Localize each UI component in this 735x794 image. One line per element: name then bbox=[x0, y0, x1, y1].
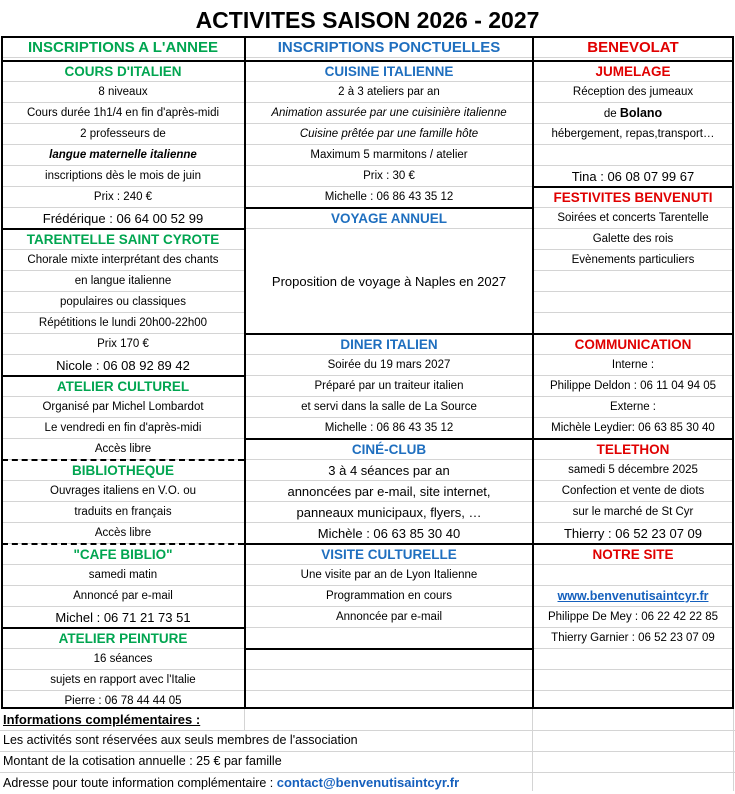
page-title: ACTIVITES SAISON 2026 - 2027 bbox=[195, 7, 540, 33]
contact-phone: Pierre : 06 78 44 44 05 bbox=[64, 695, 182, 707]
section-title: CINÉ-CLUB bbox=[246, 439, 532, 460]
info-line: Les activités sont réservées aux seuls membres de l'association bbox=[3, 733, 358, 747]
text-line: sur le marché de St Cyr bbox=[534, 502, 732, 523]
contact-phone: Michèle : 06 63 85 30 40 bbox=[246, 523, 532, 544]
text-line: Préparé par un traiteur italien bbox=[246, 376, 532, 397]
text-line: Programmation en cours bbox=[246, 586, 532, 607]
column-header: BENEVOLAT bbox=[534, 37, 732, 58]
text-line: 16 séances bbox=[2, 649, 244, 670]
column-header: INSCRIPTIONS A L'ANNEE bbox=[2, 37, 244, 58]
text-line: samedi 5 décembre 2025 bbox=[534, 460, 732, 481]
contact-email-link[interactable]: contact@benvenutisaintcyr.fr bbox=[276, 775, 460, 790]
text-line: Chorale mixte interprétant des chants bbox=[2, 250, 244, 271]
price: Prix : 240 € bbox=[2, 187, 244, 208]
section-divider bbox=[534, 543, 732, 545]
column-frame bbox=[532, 36, 734, 709]
section-title: BIBLIOTHEQUE bbox=[2, 460, 244, 481]
text-line: Soirées et concerts Tarentelle bbox=[534, 208, 732, 229]
section-divider bbox=[246, 438, 532, 440]
text-line: en langue italienne bbox=[2, 271, 244, 292]
text-line: 2 à 3 ateliers par an bbox=[246, 82, 532, 103]
text-line: Animation assurée par une cuisinière italienne bbox=[246, 103, 532, 124]
info-line: Adresse pour toute information complémentaire : bbox=[3, 776, 277, 790]
info-line: Montant de la cotisation annuelle : 25 € par famille bbox=[3, 754, 282, 768]
website-link[interactable]: www.benvenutisaintcyr.fr bbox=[557, 589, 709, 603]
section-divider bbox=[246, 333, 532, 335]
price: Prix : 30 € bbox=[246, 166, 532, 187]
section-divider bbox=[534, 333, 732, 335]
section-divider bbox=[246, 543, 532, 545]
text-line: langue maternelle italienne bbox=[2, 145, 244, 166]
text-line: inscriptions dès le mois de juin bbox=[2, 166, 244, 187]
bolano-label: Bolano bbox=[619, 106, 663, 120]
section-divider bbox=[246, 60, 532, 62]
contact-phone: Tina : 06 08 07 99 67 bbox=[534, 166, 732, 187]
column-frame bbox=[1, 36, 246, 709]
grid-line bbox=[532, 709, 533, 791]
section-title: "CAFE BIBLIO" bbox=[2, 544, 244, 565]
text-line: Répétitions le lundi 20h00-22h00 bbox=[2, 313, 244, 334]
grid-line bbox=[244, 709, 245, 730]
text-fragment: de bbox=[603, 108, 620, 120]
column-header: INSCRIPTIONS PONCTUELLES bbox=[246, 37, 532, 58]
section-title: TARENTELLE SAINT CYROTE bbox=[2, 229, 244, 250]
section-title: TELETHON bbox=[534, 439, 732, 460]
text-line: hébergement, repas,transport… bbox=[534, 124, 732, 145]
text-line: annoncées par e-mail, site internet, bbox=[246, 481, 532, 502]
text-line: Cuisine prêtée par une famille hôte bbox=[246, 124, 532, 145]
text-line: et servi dans la salle de La Source bbox=[246, 397, 532, 418]
column-frame bbox=[244, 36, 534, 709]
text-line: Ouvrages italiens en V.O. ou bbox=[2, 481, 244, 502]
section-divider bbox=[246, 207, 532, 209]
text-line: traduits en français bbox=[2, 502, 244, 523]
contact-phone: Thierry Garnier : 06 52 23 07 09 bbox=[534, 628, 732, 649]
contact-phone: Philippe De Mey : 06 22 42 22 85 bbox=[534, 607, 732, 628]
section-title: NOTRE SITE bbox=[534, 544, 732, 565]
text-line: Evènements particuliers bbox=[534, 250, 732, 271]
section-title: VISITE CULTURELLE bbox=[246, 544, 532, 565]
section-title: DINER ITALIEN bbox=[246, 334, 532, 355]
text-line: panneaux municipaux, flyers, … bbox=[246, 502, 532, 523]
text-line: Organisé par Michel Lombardot bbox=[2, 397, 244, 418]
section-divider bbox=[2, 627, 244, 629]
text-line: 2 professeurs de bbox=[2, 124, 244, 145]
voyage-text: Proposition de voyage à Naples en 2027 bbox=[271, 274, 507, 289]
text-line: Le vendredi en fin d'après-midi bbox=[2, 418, 244, 439]
section-title: CUISINE ITALIENNE bbox=[246, 61, 532, 82]
text-line: Accès libre bbox=[2, 523, 244, 544]
section-divider bbox=[2, 228, 244, 230]
text-line: Une visite par an de Lyon Italienne bbox=[246, 565, 532, 586]
text-line: Interne : bbox=[534, 355, 732, 376]
info-title: Informations complémentaires : bbox=[3, 712, 201, 727]
text-line: Cours durée 1h1/4 en fin d'après-midi bbox=[2, 103, 244, 124]
contact-phone: Frédérique : 06 64 00 52 99 bbox=[2, 208, 244, 229]
contact-phone: Nicole : 06 08 92 89 42 bbox=[2, 355, 244, 376]
section-divider bbox=[2, 60, 244, 62]
contact-phone: Michel : 06 71 21 73 51 bbox=[2, 607, 244, 628]
section-divider bbox=[534, 186, 732, 188]
contact-phone: Michelle : 06 86 43 35 12 bbox=[246, 187, 532, 208]
section-title: FESTIVITES BENVENUTI bbox=[534, 187, 732, 208]
text-line: Soirée du 19 mars 2027 bbox=[246, 355, 532, 376]
section-title: JUMELAGE bbox=[534, 61, 732, 82]
text-line: Maximum 5 marmitons / atelier bbox=[246, 145, 532, 166]
contact-phone: Michelle : 06 86 43 35 12 bbox=[246, 418, 532, 439]
section-title: COMMUNICATION bbox=[534, 334, 732, 355]
text-line: Confection et vente de diots bbox=[534, 481, 732, 502]
text-line: sujets en rapport avec l'Italie bbox=[2, 670, 244, 691]
section-divider bbox=[246, 648, 532, 650]
text-line: Accès libre bbox=[2, 439, 244, 460]
text-line: Externe : bbox=[534, 397, 732, 418]
grid-line bbox=[733, 709, 734, 791]
text-line: 8 niveaux bbox=[2, 82, 244, 103]
text-line: 3 à 4 séances par an bbox=[246, 460, 532, 481]
section-title: COURS D'ITALIEN bbox=[2, 61, 244, 82]
section-divider-dashed bbox=[2, 543, 244, 545]
section-title: ATELIER PEINTURE bbox=[2, 628, 244, 649]
section-title: ATELIER CULTUREL bbox=[2, 376, 244, 397]
section-divider bbox=[2, 375, 244, 377]
section-title: VOYAGE ANNUEL bbox=[246, 208, 532, 229]
section-divider-dashed bbox=[2, 459, 244, 461]
contact-phone: Michèle Leydier: 06 63 85 30 40 bbox=[534, 418, 732, 439]
contact-phone: Philippe Deldon : 06 11 04 94 05 bbox=[534, 376, 732, 397]
text-line: Réception des jumeaux bbox=[534, 82, 732, 103]
section-divider bbox=[534, 60, 732, 62]
text-line: Annoncé par e-mail bbox=[2, 586, 244, 607]
text-line: samedi matin bbox=[2, 565, 244, 586]
section-divider bbox=[534, 438, 732, 440]
text-line: populaires ou classiques bbox=[2, 292, 244, 313]
text-line: Galette des rois bbox=[534, 229, 732, 250]
price: Prix 170 € bbox=[2, 334, 244, 355]
contact-phone: Thierry : 06 52 23 07 09 bbox=[534, 523, 732, 544]
text-line: Annoncée par e-mail bbox=[246, 607, 532, 628]
